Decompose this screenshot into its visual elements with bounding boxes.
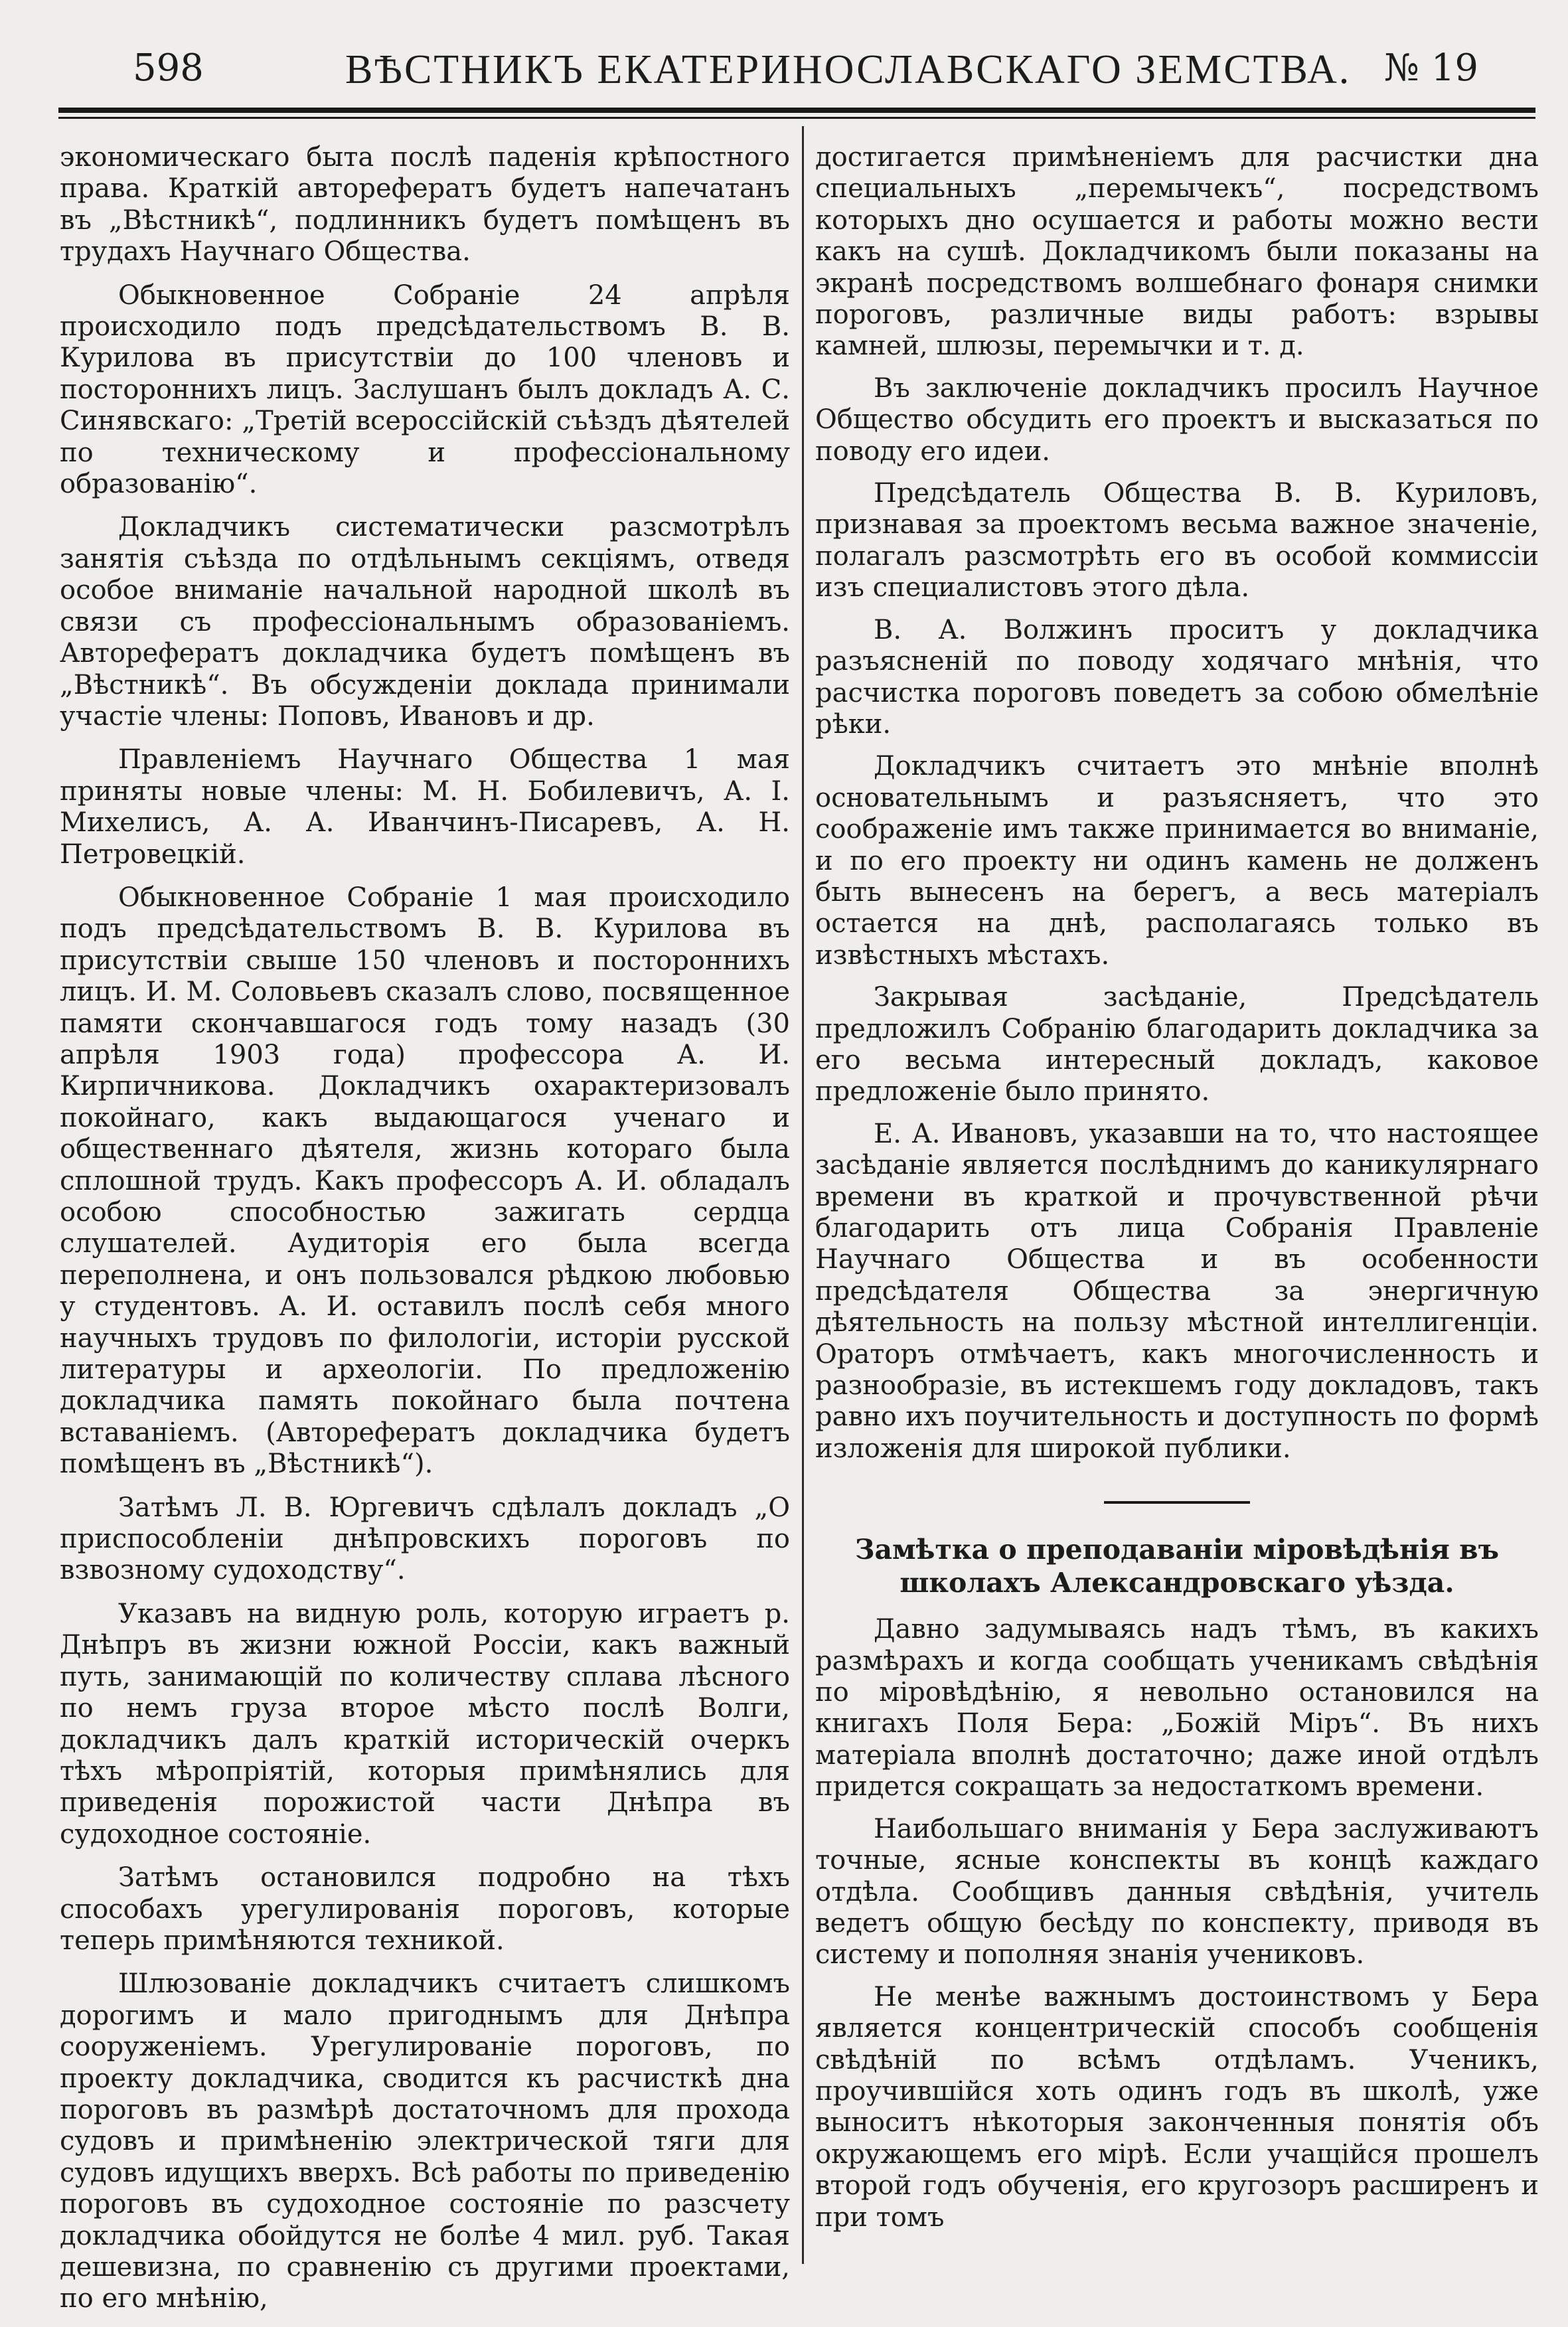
article-title: Замѣтка о преподаваніи міровѣдѣнія въ школахъ Александровскаго уѣзда. xyxy=(854,1534,1500,1599)
issue-number: № 19 xyxy=(1384,46,1479,90)
paragraph: Не менѣе важнымъ достоинствомъ у Бера является концентрическій способъ сообщенія свѣдѣній по всѣмъ отдѣламъ. Ученикъ, проучившійся хоть одинъ годъ въ школѣ, уже выноситъ нѣкоторыя законченныя понятія объ окружающемъ его мірѣ. Если учащійся прошелъ второй годъ обученія, его кругозоръ расширенъ и при томъ xyxy=(815,1981,1539,2233)
paragraph: Обыкновенное Собраніе 24 апрѣля происходило подъ предсѣдательствомъ В. В. Курилова въ присутствіи до 100 членовъ и постороннихъ лицъ. Заслушанъ былъ докладъ А. С. Синявскаго: „Третій всероссійскій съѣздъ дѣятелей по техническому и профессіональному образованію“. xyxy=(60,280,790,500)
paragraph: Правленіемъ Научнаго Общества 1 мая приняты новые члены: М. Н. Бобилевичъ, А. І. Михелисъ, А. А. Иванчинъ-Писаревъ, А. Н. Петровецкій. xyxy=(60,744,790,870)
right-column xyxy=(815,142,1539,2244)
paragraph: Предсѣдатель Общества В. В. Куриловъ, признавая за проектомъ весьма важное значеніе, полагалъ разсмотрѣть его въ особой коммиссіи изъ специалистовъ этого дѣла. xyxy=(815,478,1539,603)
paragraph: Закрывая засѣданіе, Предсѣдатель предложилъ Собранію благодарить докладчика за его весьма интересный докладъ, каковое предложеніе было принято. xyxy=(815,982,1539,1107)
header-rule-thin xyxy=(58,117,1535,119)
left-column xyxy=(60,142,790,2327)
page-number: 598 xyxy=(133,46,204,90)
column-divider xyxy=(802,126,804,2264)
paragraph: Докладчикъ считаетъ это мнѣніе вполнѣ основательнымъ и разъясняетъ, что это соображеніе имъ также принимается во вниманіе, и по его проекту ни одинъ камень не долженъ быть вынесенъ на берегъ, а весь матеріалъ остается на днѣ, располагаясь только въ извѣстныхъ мѣстахъ. xyxy=(815,751,1539,971)
paragraph: экономическаго быта послѣ паденія крѣпостного права. Краткій авторефератъ будетъ напечатанъ въ „Вѣстникѣ“, подлинникъ будетъ помѣщенъ въ трудахъ Научнаго Общества. xyxy=(60,142,790,268)
journal-title: ВѢСТНИКЪ ЕКАТЕРИНОСЛАВСКАГО ЗЕМСТВА. xyxy=(345,47,1352,92)
paragraph: Затѣмъ остановился подробно на тѣхъ способахъ урегулированія пороговъ, которые теперь примѣняются техникой. xyxy=(60,1862,790,1956)
section-divider xyxy=(1104,1501,1250,1504)
paragraph: Обыкновенное Собраніе 1 мая происходило подъ предсѣдательствомъ В. В. Курилова въ присутствіи свыше 150 членовъ и постороннихъ лицъ. И. М. Соловьевъ сказалъ слово, посвященное памяти скончавшагося годъ тому назадъ (30 апрѣля 1903 года) профессора А. И. Кирпичникова. Докладчикъ охарактеризовалъ покойнаго, какъ выдающагося ученаго и общественнаго дѣятеля, жизнь котораго была сплошной трудъ. Какъ профессоръ А. И. обладалъ особою способностью зажигать сердца слушателей. Аудиторія его была всегда переполнена, и онъ пользовался рѣдкою любовью у студентовъ. А. И. оставилъ послѣ себя много научныхъ трудовъ по филологіи, исторіи русской литературы и археологіи. По предложенію докладчика память покойнаго была почтена вставаніемъ. (Авторефератъ докладчика будетъ помѣщенъ въ „Вѣстникѣ“). xyxy=(60,882,790,1480)
paragraph: Шлюзованіе докладчикъ считаетъ слишкомъ дорогимъ и мало пригоднымъ для Днѣпра сооруженіемъ. Урегулированіе пороговъ, по проекту докладчика, сводится къ расчисткѣ дна пороговъ въ размѣрѣ достаточномъ для прохода судовъ и примѣненію электрической тяги для судовъ идущихъ вверхъ. Всѣ работы по приведенію пороговъ въ судоходное состояніе по разсчету докладчика обойдутся не болѣе 4 мил. руб. Такая дешевизна, по сравненію съ другими проектами, по его мнѣнію, xyxy=(60,1968,790,2314)
paragraph: Въ заключеніе докладчикъ просилъ Научное Общество обсудить его проектъ и высказаться по поводу его идеи. xyxy=(815,372,1539,467)
paragraph: Наибольшаго вниманія у Бера заслуживаютъ точные, ясные конспекты въ концѣ каждаго отдѣла. Сообщивъ данныя свѣдѣнія, учитель ведетъ общую бесѣду по конспекту, приводя въ систему и пополняя знанія учениковъ. xyxy=(815,1813,1539,1970)
paragraph: Докладчикъ систематически разсмотрѣлъ занятія съѣзда по отдѣльнымъ секціямъ, отведя особое вниманіе начальной народной школѣ въ связи съ профессіональнымъ образованіемъ. Авторефератъ докладчика будетъ помѣщенъ въ „Вѣстникѣ“. Въ обсужденіи доклада принимали участіе члены: Поповъ, Ивановъ и др. xyxy=(60,512,790,732)
paragraph: В. А. Волжинъ проситъ у докладчика разъясненій по поводу ходячаго мнѣнія, что расчистка пороговъ поведетъ за собою обмелѣніе рѣки. xyxy=(815,614,1539,740)
paragraph: Указавъ на видную роль, которую играетъ р. Днѣпръ въ жизни южной Россіи, какъ важный путь, занимающій по количеству сплава лѣсного по немъ груза второе мѣсто послѣ Волги, докладчикъ далъ краткій историческій очеркъ тѣхъ мѣропріятій, которыя примѣнялись для приведенія порожистой части Днѣпра въ судоходное состояніе. xyxy=(60,1598,790,1850)
paragraph: достигается примѣненіемъ для расчистки дна специальныхъ „перемычекъ“, посредствомъ которыхъ дно осушается и работы можно вести какъ на сушѣ. Докладчикомъ были показаны на экранѣ посредствомъ волшебнаго фонаря снимки пороговъ, различные виды работъ: взрывы камней, шлюзы, перемычки и т. д. xyxy=(815,142,1539,362)
paragraph: Давно задумываясь надъ тѣмъ, въ какихъ размѣрахъ и когда сообщать ученикамъ свѣдѣнія по міровѣдѣнію, я невольно остановился на книгахъ Поля Бера: „Божій Міръ“. Въ нихъ матеріала вполнѣ достаточно; даже иной отдѣлъ придется сокращать за недостаткомъ времени. xyxy=(815,1614,1539,1803)
header-rule-thick xyxy=(58,108,1535,113)
paragraph: Затѣмъ Л. В. Юргевичъ сдѣлалъ докладъ „О приспособленіи днѣпровскихъ пороговъ по взвозному судоходству“. xyxy=(60,1492,790,1586)
paragraph: Е. А. Ивановъ, указавши на то, что настоящее засѣданіе является послѣднимъ до каникулярнаго времени въ краткой и прочувственной рѣчи благодарить отъ лица Собранія Правленіе Научнаго Общества и въ особенности предсѣдателя Общества за энергичную дѣятельность на пользу мѣстной интеллигенціи. Ораторъ отмѣчаетъ, какъ многочисленность и разнообразіе, въ истекшемъ году докладовъ, такъ равно ихъ поучительность и доступность по формѣ изложенія для широкой публики. xyxy=(815,1118,1539,1464)
